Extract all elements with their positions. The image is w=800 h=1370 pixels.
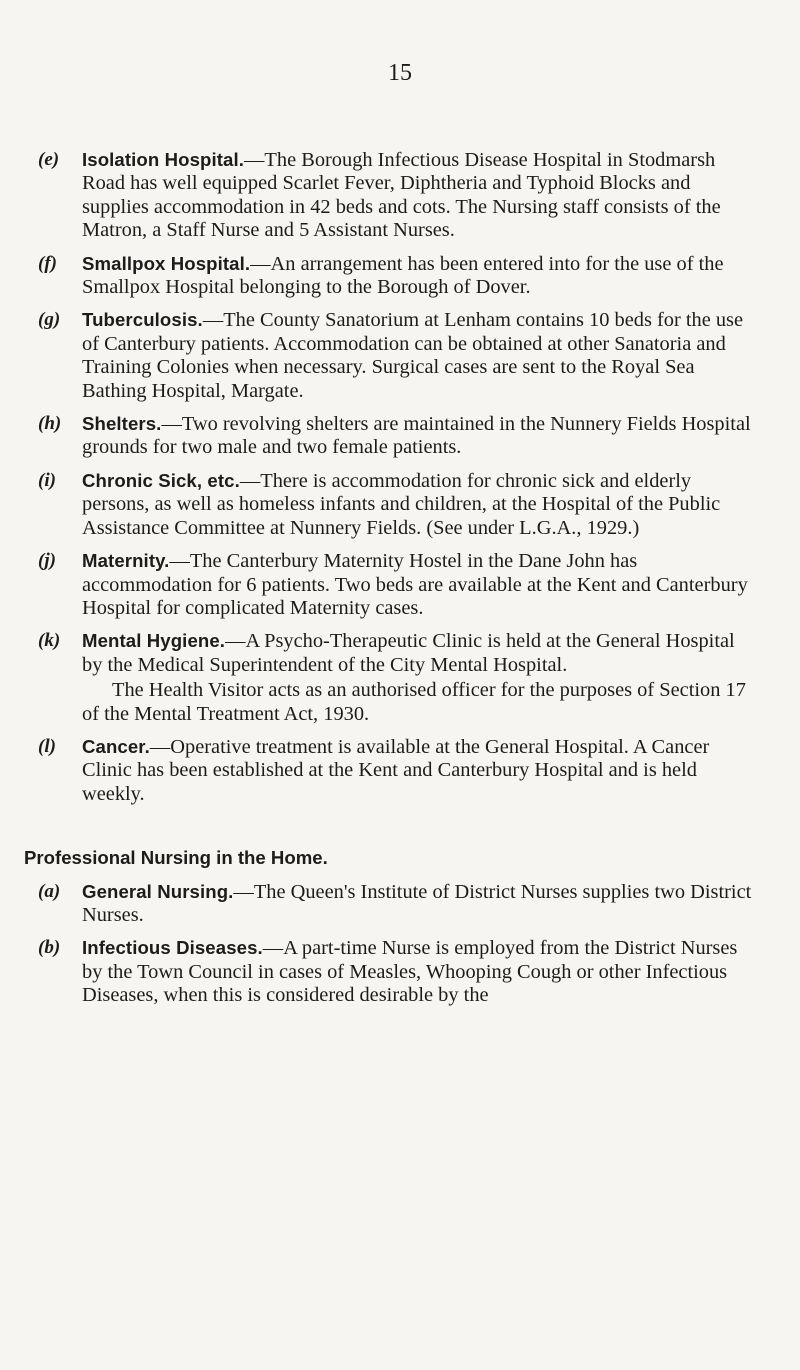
item-text: —Two revolving shelters are maintained in the Nunnery Fields Hospital grounds for two male and two female patients. [82,413,751,459]
item-text: —Operative treatment is available at the General Hospital. A Cancer Clinic has been established at the Kent and Canterbury Hospital and is held weekly. [82,735,710,805]
page-content [24,148,758,1017]
item-text: —The County Sanatorium at Lenham contains 10 beds for the use of Canterbury patients. Accommodation can be obtained at other Sanatoria and Training Colonies when necessary. Surgical cases are sent to the Royal Sea Bathing Hospital, Margate. [82,309,744,402]
item-heading: Isolation Hospital. [82,149,245,170]
item-marker: (k) [38,630,61,652]
item-marker: (i) [38,469,56,491]
item-marker: (a) [38,880,61,902]
section-title: Professional Nursing in the Home. [24,847,328,869]
item-heading: Maternity. [82,550,170,572]
item-paragraph: The Health Visitor acts as an authorised officer for the purposes of Section 17 of the Mental Treatment Act, 1930. [82,679,746,725]
item-text: —The Borough Infectious Disease Hospital in Stodmarsh Road has well equipped Scarlet Fever, Diphtheria and Typhoid Blocks and supplies accommodation in 42 beds and cots. The Nursing staff consists of the Matron, a Staff Nurse and 5 Assistant Nurses. [82,149,721,242]
item-text: —The Queen's Institute of District Nurses supplies two District Nurses. [82,880,752,926]
item-heading: Smallpox Hospital. [82,252,251,274]
page-number: 15 [388,60,412,86]
list-item [38,148,758,243]
item-heading: Mental Hygiene. [82,630,226,652]
item-heading: Chronic Sick, etc. [82,469,240,491]
item-text: —A part-time Nurse is employed from the District Nurses by the Town Council in cases of Measles, Whooping Cough or other Infectious Diseases, when this is considered desirable by the [82,937,738,1007]
list-item [38,936,758,1007]
item-marker: (b) [38,937,61,959]
list-item [38,549,758,620]
list-item [38,412,758,460]
item-heading: Infectious Diseases. [82,937,263,959]
item-marker: (g) [38,309,61,331]
list-item [38,308,758,403]
item-marker: (l) [38,735,56,757]
item-heading: Tuberculosis. [82,309,203,331]
item-marker: (h) [38,413,62,435]
item-heading: General Nursing. [82,880,234,902]
item-marker: (e) [38,149,60,170]
list-item [38,629,758,726]
item-marker: (f) [38,252,57,274]
item-text: —An arrangement has been entered into for the use of the Smallpox Hospital belonging to the Borough of Dover. [82,252,724,299]
item-heading: Shelters. [82,413,162,435]
item-heading: Cancer. [82,735,150,757]
list-item [38,735,758,806]
list-item [38,252,758,300]
list-item [38,880,758,928]
list-item [38,469,758,540]
item-text: —There is accommodation for chronic sick and elderly persons, as well as homeless infants and children, at the Hospital of the Public Assistance Committee at Nunnery Fields. (See under L.G.A., 1929.) [82,469,721,539]
item-text: —The Canterbury Maternity Hostel in the Dane John has accommodation for 6 patients. Two beds are available at the Kent and Canterbury Hospital for complicated Maternity cases. [82,550,748,619]
item-marker: (j) [38,550,56,572]
item-text: —A Psycho-Therapeutic Clinic is held at the General Hospital by the Medical Superintendent of the City Mental Hospital. [82,630,735,676]
